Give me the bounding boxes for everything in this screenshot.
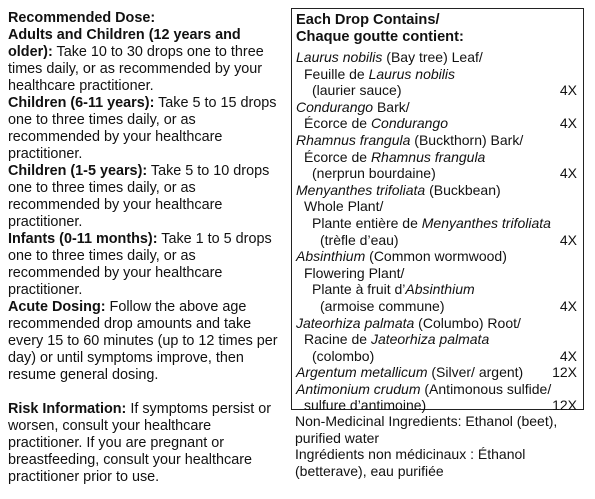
children-6-11-dose: Children (6-11 years): Take 5 to 15 drops one to three times daily, or as recommended by your healthcare practitioner. [8, 95, 277, 162]
potency: 12X [552, 397, 577, 414]
ingredient-argentum: Argentum metallicum (Silver/ argent) 12X [296, 364, 577, 381]
non-medicinal-ingredients [295, 413, 585, 479]
dose-heading: Recommended Dose: [8, 10, 156, 26]
ingredient-absinthium: Absinthium (Common wormwood) Flowering Plant/ Plante à fruit d’Absinthium (armoise commune) 4X [296, 248, 577, 314]
dosage-section [8, 10, 280, 486]
children-1-5-dose: Children (1-5 years): Take 5 to 10 drops one to three times daily, or as recommended by your healthcare practitioner. [8, 163, 270, 230]
risk-information: Risk Information: If symptoms persist or worsen, consult your healthcare practitioner. If you are pregnant or breastfeeding, consult your healthcare practitioner prior to use. [8, 401, 272, 485]
ingredients-box [291, 8, 584, 414]
ingredients-heading: Each Drop Contains/ Chaque goutte contient: [296, 12, 464, 45]
potency: 4X [559, 231, 577, 248]
ingredient-condurango: Condurango Bark/ Écorce de Condurango 4X [296, 98, 577, 132]
non-medicinal-fr: Ingrédients non médicinaux : Éthanol (betterave), eau purifiée [295, 446, 526, 479]
ingredient-jateorhiza: Jateorhiza palmata (Columbo) Root/ Racine de Jateorhiza palmata (colombo) 4X [296, 314, 577, 364]
potency: 4X [559, 297, 577, 314]
ingredient-rhamnus: Rhamnus frangula (Buckthorn) Bark/ Écorce de Rhamnus frangula (nerprun bourdaine) 4X [296, 131, 577, 182]
infants-dose: Infants (0-11 months): Take 1 to 5 drops one to three times daily, or as recommended by your healthcare practitioner. [8, 231, 272, 298]
ingredient-menyanthes: Menyanthes trifoliata (Buckbean) Whole Plant/ Plante entière de Menyanthes trifoliata (trèfle d’eau) 4X [296, 181, 577, 248]
acute-dosing: Acute Dosing: Follow the above age recommended drop amounts and take every 15 to 60 minutes (up to 12 times per day) or until symptoms improve, then resume general dosing. [8, 299, 278, 383]
adults-dose: Adults and Children (12 years and older): Take 10 to 30 drops one to three times daily, or as recommended by your healthcare practitioner. [8, 27, 264, 94]
potency: 4X [559, 82, 577, 99]
ingredient-antimonium: Antimonium crudum (Antimonous sulfide/ sulfure d’antimoine) 12X [296, 380, 577, 414]
ingredient-laurus: Laurus nobilis (Bay tree) Leaf/ Feuille de Laurus nobilis (laurier sauce) 4X [296, 49, 577, 99]
potency: 12X [552, 364, 577, 381]
non-medicinal-en: Non-Medicinal Ingredients: Ethanol (beet), purified water [295, 413, 558, 446]
potency: 4X [559, 165, 577, 182]
potency: 4X [559, 115, 577, 132]
potency: 4X [559, 347, 577, 364]
